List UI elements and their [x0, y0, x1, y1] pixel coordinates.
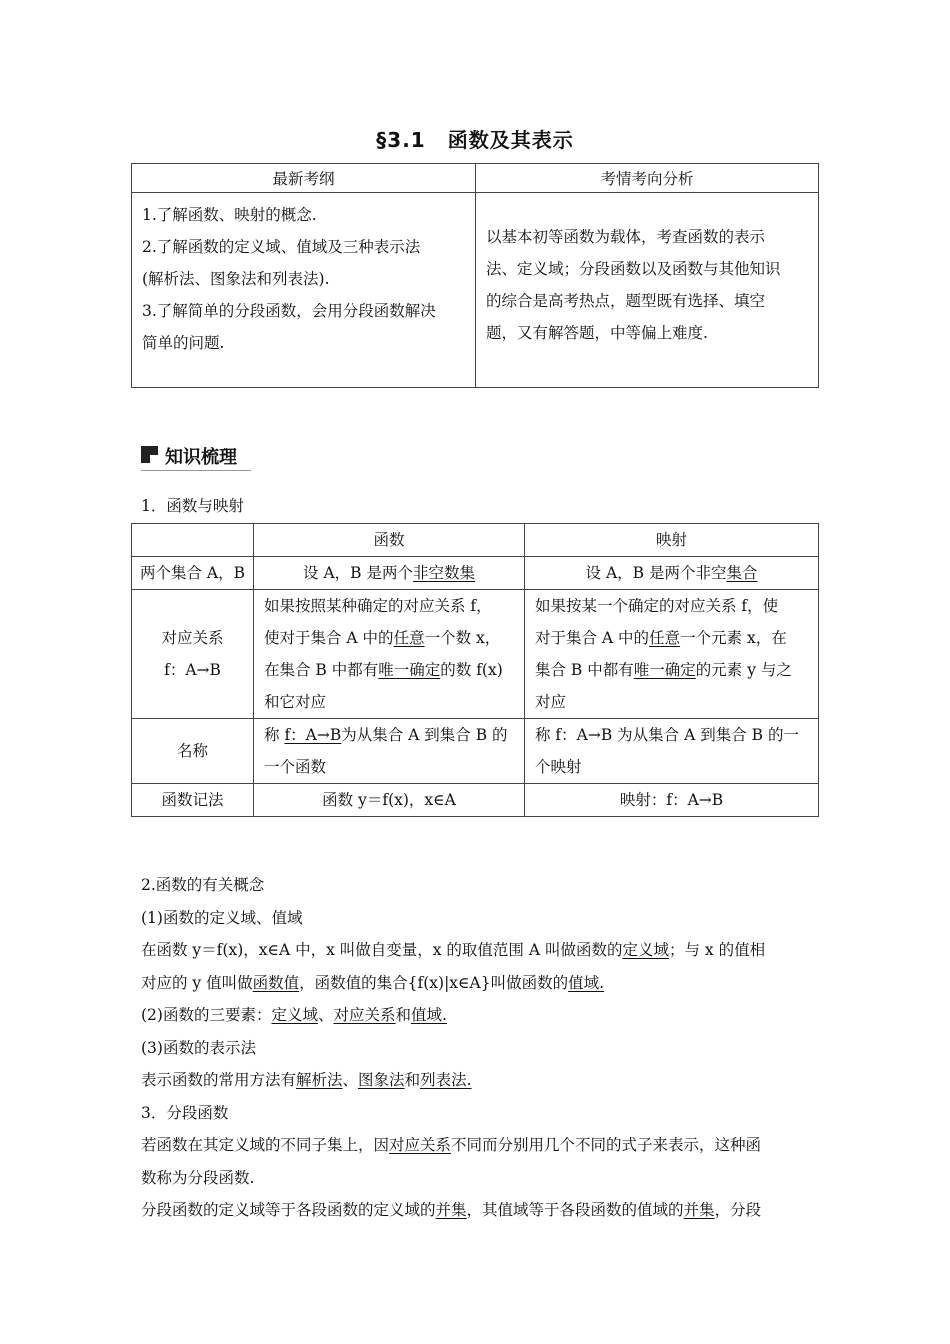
- function-sets-cell: [254, 557, 525, 590]
- row-label-sets: 两个集合 A，B: [132, 557, 254, 590]
- section-title: 函数及其表示: [447, 128, 574, 152]
- outline-left-line: (解析法、图象法和列表法).: [142, 270, 330, 288]
- label-line: f：A→B: [164, 661, 221, 679]
- text-span: 对应的 y 值叫做: [141, 973, 253, 992]
- text-span: 在集合 B 中都有: [264, 661, 379, 679]
- underlined-term: 非空数集: [412, 564, 475, 582]
- text-span: 、: [342, 1071, 359, 1089]
- text-span: 对于集合 A 中的: [535, 629, 650, 647]
- text-span: 使对于集合 A 中的: [264, 629, 394, 647]
- text-span: ；与 x 的值相: [669, 941, 766, 959]
- underlined-term: 定义域: [271, 1006, 318, 1024]
- text-span: 分段函数的定义域等于各段函数的定义域的: [141, 1201, 436, 1219]
- concepts-sub1: (1)函数的定义域、值域: [141, 908, 303, 927]
- section-heading-text: 知识梳理: [165, 447, 237, 468]
- section-number: §3.1: [376, 128, 426, 152]
- piecewise-line1: [141, 1129, 817, 1162]
- cell-line: [535, 654, 808, 686]
- concepts-title: 2.函数的有关概念: [141, 876, 265, 894]
- underlined-term: 定义域: [622, 941, 669, 959]
- item-title: 1．函数与映射: [141, 497, 244, 515]
- outline-left-cell: [132, 193, 476, 388]
- text-span: 的数 f(x): [440, 661, 503, 679]
- underlined-term: 解析法: [296, 1071, 343, 1089]
- cell-line: 一个函数: [264, 758, 327, 776]
- row-label-notation: 函数记法: [132, 784, 254, 817]
- text-span: 和: [404, 1071, 421, 1089]
- cell-line: 对应: [535, 693, 567, 711]
- text-span: 一个数 x，: [424, 629, 501, 647]
- underlined-term: 值域.: [568, 973, 605, 992]
- outline-right-cell: [476, 193, 819, 388]
- row-label-correspondence: [132, 590, 254, 719]
- text-span: 一个元素 x，在: [680, 629, 787, 647]
- underlined-term: 任意: [649, 629, 681, 647]
- outline-header-left: 最新考纲: [132, 164, 476, 193]
- header-mapping: 映射: [525, 524, 819, 557]
- underlined-term: 值域.: [411, 1006, 447, 1024]
- piecewise-line3: [141, 1194, 817, 1227]
- header-function: 函数: [254, 524, 525, 557]
- cell-line: 称 f：A→B 为从集合 A 到集合 B 的一: [535, 726, 799, 744]
- text-span: ，函数值的集合{f(x)|x∈A}叫做函数的: [299, 973, 569, 992]
- cell-line: 如果按某一个确定的对应关系 f，使: [535, 597, 779, 615]
- header-blank: [132, 524, 254, 557]
- cell-line: 个映射: [535, 758, 582, 776]
- underlined-term: 并集: [683, 1201, 715, 1219]
- mapping-correspondence-cell: [525, 590, 819, 719]
- underlined-term: 集合: [726, 564, 758, 582]
- text-span: 和: [395, 1006, 412, 1024]
- cell-line: [264, 719, 514, 751]
- text-span: 称: [264, 726, 285, 744]
- text-span: 设 A，B 是两个非空: [585, 564, 727, 582]
- text-span: 为从集合 A 到集合 B 的: [341, 726, 508, 744]
- underlined-term: 唯一确定: [378, 661, 441, 679]
- mapping-table: [131, 523, 819, 817]
- label-line: 对应关系: [161, 629, 224, 647]
- text-span: 集合 B 中都有: [535, 661, 634, 679]
- row-label-name: 名称: [132, 719, 254, 784]
- text-span: 设 A，B 是两个: [303, 564, 413, 582]
- outline-left-line: 1.了解函数、映射的概念.: [142, 206, 317, 224]
- outline-right-line: 的综合是高考热点，题型既有选择、填空: [486, 292, 766, 310]
- piecewise-title: 3．分段函数: [141, 1103, 229, 1122]
- text-span: ，其值域等于各段函数的值域的: [466, 1201, 684, 1219]
- text-span: (2)函数的三要素：: [141, 1006, 272, 1024]
- text-span: 在函数 y＝f(x)，x∈A 中，x 叫做自变量，x 的取值范围 A 叫做函数的: [141, 941, 623, 959]
- concepts-sub3: (3)函数的表示法: [141, 1038, 256, 1057]
- cell-line: [264, 654, 514, 686]
- text-span: 若函数在其定义域的不同子集上，因: [141, 1136, 390, 1154]
- mapping-notation-cell: 映射：f：A→B: [525, 784, 819, 817]
- cell-line: [535, 622, 808, 654]
- outline-left-line: 2.了解函数的定义域、值域及三种表示法: [142, 238, 421, 256]
- concepts-line3: [141, 1064, 817, 1097]
- underlined-term: 列表法.: [420, 1071, 472, 1089]
- function-correspondence-cell: [254, 590, 525, 719]
- cell-line: 如果按照某种确定的对应关系 f，: [264, 597, 492, 615]
- concepts-line1: [141, 934, 817, 967]
- underlined-term: 对应关系: [389, 1136, 452, 1154]
- outline-right-line: 题，又有解答题，中等偏上难度.: [486, 324, 708, 342]
- concepts-line2: [141, 967, 817, 1000]
- underlined-term: 函数值: [252, 973, 300, 992]
- section-heading: [141, 440, 251, 471]
- mapping-name-cell: [525, 719, 819, 784]
- underlined-term: f：A→B: [284, 726, 342, 744]
- concepts-sub2: [141, 999, 817, 1032]
- function-notation-cell: 函数 y＝f(x)，x∈A: [254, 784, 525, 817]
- text-span: 、: [317, 1006, 334, 1024]
- outline-header-right: 考情考向分析: [476, 164, 819, 193]
- mapping-sets-cell: [525, 557, 819, 590]
- outline-table: [131, 163, 819, 388]
- text-span: 表示函数的常用方法有: [141, 1071, 297, 1089]
- underlined-term: 图象法: [358, 1071, 405, 1089]
- heading-square-notch: [150, 455, 158, 463]
- underlined-term: 唯一确定: [633, 661, 696, 679]
- cell-line: [264, 622, 514, 654]
- text-span: 的元素 y 与之: [695, 661, 792, 679]
- outline-right-line: 以基本初等函数为载体，考查函数的表示: [486, 228, 766, 246]
- concepts-section: [141, 869, 817, 1227]
- cell-line: 和它对应: [264, 693, 327, 711]
- underlined-term: 对应关系: [333, 1006, 396, 1024]
- outline-right-line: 法、定义域；分段函数以及函数与其他知识: [486, 260, 781, 278]
- outline-left-line: 3.了解简单的分段函数，会用分段函数解决: [142, 302, 436, 320]
- page-title: [0, 124, 950, 153]
- underlined-term: 并集: [435, 1201, 467, 1219]
- text-span: ，分段: [714, 1201, 762, 1219]
- function-name-cell: [254, 719, 525, 784]
- piecewise-line2: 数称为分段函数.: [141, 1168, 255, 1187]
- outline-left-line: 简单的问题.: [142, 334, 225, 352]
- underlined-term: 任意: [393, 629, 425, 647]
- text-span: 不同而分别用几个不同的式子来表示，这种函: [451, 1136, 762, 1154]
